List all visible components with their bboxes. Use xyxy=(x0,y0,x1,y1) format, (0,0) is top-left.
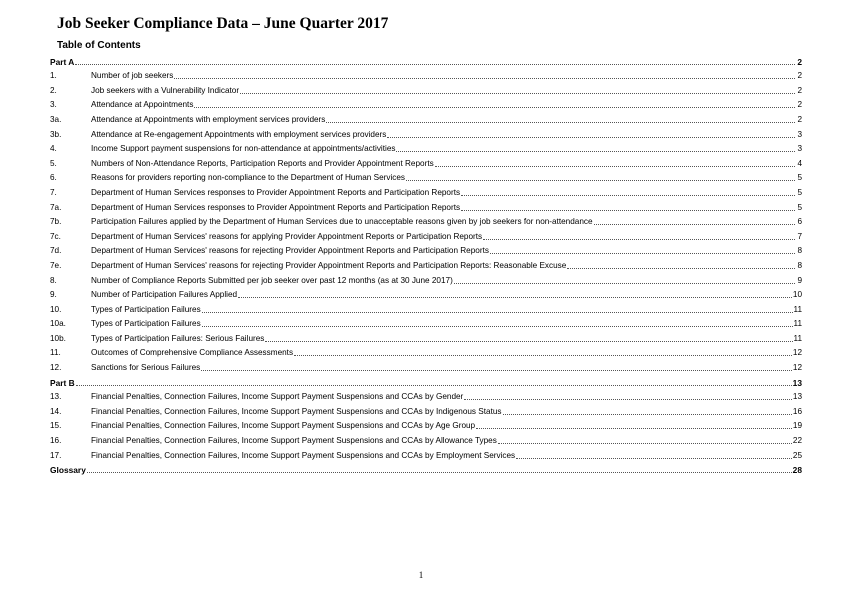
toc-entry[interactable] xyxy=(50,96,802,111)
toc-entry-title: Outcomes of Comprehensive Compliance Assessments xyxy=(91,348,294,358)
toc-entry-number: 8. xyxy=(50,275,57,285)
toc-entry-page: 22 xyxy=(792,436,802,446)
toc-dot-leader xyxy=(201,369,792,371)
toc-dot-leader xyxy=(76,384,792,386)
toc-dot-leader xyxy=(396,150,795,152)
toc-entry-number: 10b. xyxy=(50,333,66,343)
toc-entry[interactable] xyxy=(50,183,802,198)
toc-dot-leader xyxy=(567,267,795,269)
toc-entry-title: Attendance at Appointments with employment services providers xyxy=(91,114,326,124)
toc-dot-leader xyxy=(387,136,795,138)
toc-entry-title: Part A xyxy=(50,56,75,67)
toc-entry-number: 2. xyxy=(50,85,57,95)
toc-entry-number: 3b. xyxy=(50,129,62,139)
toc-entry[interactable] xyxy=(50,358,802,373)
toc-entry-page: 2 xyxy=(797,100,802,110)
toc-entry-page: 2 xyxy=(797,71,802,81)
toc-entry-page: 11 xyxy=(793,304,802,314)
toc-entry-title: Financial Penalties, Connection Failures, Income Support Payment Suspensions and CCAs by Indigenous Status xyxy=(91,406,502,416)
toc-dot-leader xyxy=(238,296,792,298)
toc-entry-title: Financial Penalties, Connection Failures, Income Support Payment Suspensions and CCAs by Employment Services xyxy=(91,450,516,460)
toc-dot-leader xyxy=(326,121,795,123)
toc-entry-page: 4 xyxy=(797,158,802,168)
toc-entry-number: 7a. xyxy=(50,202,62,212)
toc-entry-number: 7d. xyxy=(50,246,62,256)
toc-entry-number: 15. xyxy=(50,421,62,431)
toc-dot-leader xyxy=(406,179,795,181)
toc-dot-leader xyxy=(75,63,795,65)
toc-entry[interactable] xyxy=(50,256,802,271)
toc-entry-page: 12 xyxy=(792,348,802,358)
toc-part-entry[interactable] xyxy=(50,373,802,388)
toc-entry-page: 9 xyxy=(797,275,802,285)
toc-entry-number: 17. xyxy=(50,450,62,460)
toc-entry-page: 8 xyxy=(797,260,802,270)
toc-entry[interactable] xyxy=(50,125,802,140)
toc-entry-title: Sanctions for Serious Failures xyxy=(91,363,201,373)
toc-entry-title: Job seekers with a Vulnerability Indicator xyxy=(91,85,240,95)
toc-entry-page: 28 xyxy=(792,465,802,476)
toc-dot-leader xyxy=(461,209,795,211)
toc-entry-title: Part B xyxy=(50,377,75,388)
toc-entry-title: Types of Participation Failures xyxy=(91,319,201,329)
toc-entry-page: 25 xyxy=(792,450,802,460)
toc-entry[interactable] xyxy=(50,388,802,403)
toc-dot-leader xyxy=(476,427,792,429)
toc-dot-leader xyxy=(265,340,792,342)
toc-entry-title: Number of Compliance Reports Submitted per job seeker over past 12 months (as at 30 June 2017) xyxy=(91,275,453,285)
toc-dot-leader xyxy=(294,354,792,356)
toc-entry[interactable] xyxy=(50,329,802,344)
toc-entry-title: Department of Human Services' reasons for rejecting Provider Appointment Reports and Participation Reports xyxy=(91,246,489,256)
toc-entry-title: Income Support payment suspensions for non-attendance at appointments/activities xyxy=(91,144,396,154)
toc-dot-leader xyxy=(240,92,795,94)
toc-entry-page: 5 xyxy=(797,173,802,183)
toc-entry-number: 6. xyxy=(50,173,57,183)
toc-entry-page: 2 xyxy=(797,85,802,95)
toc-entry[interactable] xyxy=(50,402,802,417)
toc-entry[interactable] xyxy=(50,110,802,125)
toc-dot-leader xyxy=(87,471,792,473)
toc-entry-number: 16. xyxy=(50,436,62,446)
toc-entry[interactable] xyxy=(50,140,802,155)
toc-entry-page: 13 xyxy=(792,392,802,402)
toc-entry[interactable] xyxy=(50,213,802,228)
toc-entry-title: Number of job seekers xyxy=(91,71,174,81)
toc-dot-leader xyxy=(464,398,792,400)
toc-entry[interactable] xyxy=(50,315,802,330)
toc-entry-page: 2 xyxy=(797,56,802,67)
toc-entry-page: 16 xyxy=(792,406,802,416)
toc-entry-title: Reasons for providers reporting non-compliance to the Department of Human Services xyxy=(91,173,406,183)
toc-entry[interactable] xyxy=(50,154,802,169)
toc-dot-leader xyxy=(498,442,792,444)
toc-entry-number: 3a. xyxy=(50,114,62,124)
toc-entry-number: 1. xyxy=(50,71,57,81)
toc-part-entry[interactable] xyxy=(50,52,802,67)
toc-entry-title: Department of Human Services' reasons for applying Provider Appointment Reports or Participation Reports xyxy=(91,231,483,241)
toc-dot-leader xyxy=(435,165,795,167)
toc-entry-title: Participation Failures applied by the Department of Human Services due to unacceptable reasons given by job seekers for non-attendance xyxy=(91,217,593,227)
toc-entry-page: 3 xyxy=(797,144,802,154)
toc-entry-title: Numbers of Non-Attendance Reports, Participation Reports and Provider Appointment Reports xyxy=(91,158,434,168)
toc-entry[interactable] xyxy=(50,446,802,461)
toc-entry[interactable] xyxy=(50,227,802,242)
toc-entry-number: 5. xyxy=(50,158,57,168)
toc-entry-number: 13. xyxy=(50,392,62,402)
toc-heading: Table of Contents xyxy=(57,40,141,51)
toc-dot-leader xyxy=(454,282,795,284)
toc-entry-page: 2 xyxy=(797,114,802,124)
toc-entry-number: 12. xyxy=(50,363,62,373)
toc-entry[interactable] xyxy=(50,431,802,446)
toc-entry-title: Number of Participation Failures Applied xyxy=(91,290,238,300)
toc-entry-title: Financial Penalties, Connection Failures, Income Support Payment Suspensions and CCAs by Age Group xyxy=(91,421,476,431)
toc-entry-title: Types of Participation Failures xyxy=(91,304,201,314)
toc-entry-page: 5 xyxy=(797,187,802,197)
toc-entry-number: 7b. xyxy=(50,217,62,227)
toc-entry-number: 10. xyxy=(50,304,62,314)
toc-entry-page: 11 xyxy=(793,333,802,343)
toc-entry-title: Attendance at Re-engagement Appointments with employment services providers xyxy=(91,129,387,139)
toc-entry-page: 10 xyxy=(792,290,802,300)
table-of-contents xyxy=(50,52,802,475)
page-number: 1 xyxy=(418,570,424,580)
toc-entry[interactable] xyxy=(50,67,802,82)
toc-entry[interactable] xyxy=(50,286,802,301)
toc-entry-page: 5 xyxy=(797,202,802,212)
toc-dot-leader xyxy=(202,325,793,327)
toc-dot-leader xyxy=(594,223,795,225)
toc-entry-number: 14. xyxy=(50,406,62,416)
toc-entry-page: 7 xyxy=(797,231,802,241)
toc-dot-leader xyxy=(516,457,792,459)
toc-entry-page: 11 xyxy=(793,319,802,329)
toc-entry[interactable] xyxy=(50,242,802,257)
toc-dot-leader xyxy=(503,413,792,415)
toc-entry[interactable] xyxy=(50,81,802,96)
toc-dot-leader xyxy=(202,311,793,313)
toc-entry-title: Types of Participation Failures: Serious Failures xyxy=(91,333,265,343)
toc-dot-leader xyxy=(490,252,795,254)
toc-entry-title: Department of Human Services responses to Provider Appointment Reports and Participation Reports xyxy=(91,202,461,212)
toc-entry-title: Financial Penalties, Connection Failures, Income Support Payment Suspensions and CCAs by Allowance Types xyxy=(91,436,497,446)
toc-entry-title: Department of Human Services' reasons for rejecting Provider Appointment Reports and Participation Reports: Reasonable Excuse xyxy=(91,260,567,270)
toc-entry-number: 9. xyxy=(50,290,57,300)
toc-entry[interactable] xyxy=(50,300,802,315)
toc-entry-number: 7e. xyxy=(50,260,62,270)
toc-entry-number: 3. xyxy=(50,100,57,110)
toc-entry-title: Attendance at Appointments xyxy=(91,100,194,110)
toc-entry-page: 6 xyxy=(797,217,802,227)
toc-entry[interactable] xyxy=(50,198,802,213)
toc-entry-page: 12 xyxy=(792,363,802,373)
toc-entry-page: 13 xyxy=(792,377,802,388)
toc-entry-page: 19 xyxy=(792,421,802,431)
toc-entry-number: 10a. xyxy=(50,319,66,329)
toc-entry[interactable] xyxy=(50,344,802,359)
toc-entry-number: 4. xyxy=(50,144,57,154)
toc-entry-page: 3 xyxy=(797,129,802,139)
toc-entry-title: Glossary xyxy=(50,465,86,476)
toc-entry-page: 8 xyxy=(797,246,802,256)
toc-dot-leader xyxy=(483,238,795,240)
toc-entry[interactable] xyxy=(50,271,802,286)
toc-entry[interactable] xyxy=(50,169,802,184)
toc-entry-number: 11. xyxy=(50,348,61,358)
toc-dot-leader xyxy=(461,194,795,196)
toc-entry-title: Department of Human Services responses to Provider Appointment Reports and Participation Reports xyxy=(91,187,461,197)
toc-entry-title: Financial Penalties, Connection Failures, Income Support Payment Suspensions and CCAs by Gender xyxy=(91,392,464,402)
document-title: Job Seeker Compliance Data – June Quarter 2017 xyxy=(57,15,389,32)
toc-dot-leader xyxy=(174,77,795,79)
toc-part-entry[interactable] xyxy=(50,461,802,476)
toc-entry[interactable] xyxy=(50,417,802,432)
toc-dot-leader xyxy=(194,106,795,108)
toc-entry-number: 7. xyxy=(50,187,57,197)
toc-entry-number: 7c. xyxy=(50,231,61,241)
